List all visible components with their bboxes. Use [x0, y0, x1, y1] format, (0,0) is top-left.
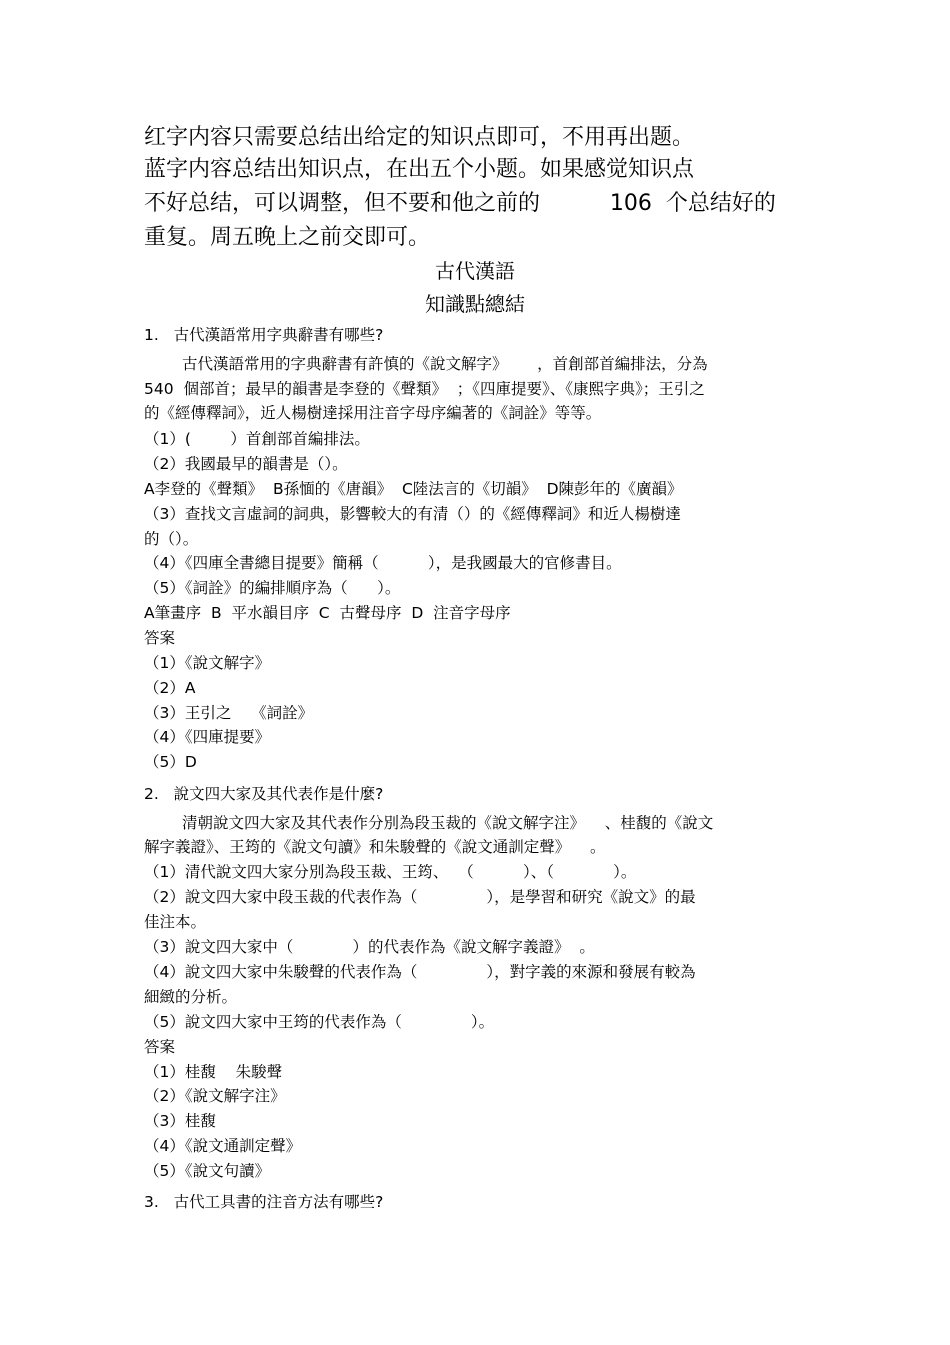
- answer-item: （1）《說文解字》: [144, 654, 271, 672]
- instruction-line-2: 蓝字内容总结出知识点，在出五个小题。如果感觉知识点: [144, 157, 695, 182]
- instruction-line-3: 不好总结，可以调整，但不要和他之前的 106 个总结好的: [144, 191, 776, 216]
- doc-title: 古代漢語: [435, 259, 515, 283]
- quiz-item: （2）說文四大家中段玉裁的代表作為（ ），是學習和研究《說文》的最: [144, 888, 696, 906]
- answer-item: （2）《說文解字注》: [144, 1087, 286, 1105]
- body-paragraph-line: 古代漢語常用的字典辭書有許慎的《說文解字》 ，首創部首編排法，分為: [182, 355, 708, 373]
- quiz-item: （4）《四庫全書總目提要》簡稱（ ），是我國最大的官修書目。: [144, 554, 622, 572]
- quiz-item-continued: 的（）。: [144, 530, 199, 548]
- answer-item: （5）《說文句讀》: [144, 1162, 271, 1180]
- instruction-line-4: 重复。周五晚上之前交即可。: [144, 225, 431, 250]
- answer-item: （3）王引之 《詞詮》: [144, 704, 314, 722]
- question-heading-3: 3. 古代工具書的注音方法有哪些?: [144, 1193, 384, 1211]
- answer-item: （2）A: [144, 679, 196, 697]
- question-heading-1: 1. 古代漢語常用字典辭書有哪些?: [144, 326, 384, 344]
- answer-item: （4）《說文通訓定聲》: [144, 1137, 302, 1155]
- answer-item: （4）《四庫提要》: [144, 728, 271, 746]
- quiz-item: （5）《詞詮》的編排順序為（ ）。: [144, 579, 401, 597]
- quiz-item: （5）說文四大家中王筠的代表作為（ ）。: [144, 1013, 495, 1031]
- body-paragraph-line: 的《經傳釋詞》，近人楊樹達採用注音字母序編著的《詞詮》等等。: [144, 404, 602, 422]
- quiz-item: （3）查找文言虛詞的詞典，影響較大的有清（）的《經傳釋詞》和近人楊樹達: [144, 505, 681, 523]
- answer-item: （3）桂馥: [144, 1112, 216, 1130]
- answer-item: （5）D: [144, 753, 197, 771]
- quiz-item-continued: 佳注本。: [144, 913, 207, 931]
- quiz-item: （2）我國最早的韻書是（）。: [144, 455, 348, 473]
- quiz-item: （4）說文四大家中朱駿聲的代表作為（ ），對字義的來源和發展有較為: [144, 963, 696, 981]
- answer-heading: 答案: [144, 1038, 176, 1056]
- quiz-item: （1）清代說文四大家分別為段玉裁、王筠、 （ ）、（ ）。: [144, 863, 637, 881]
- quiz-options: A筆畫序 B 平水韻目序 C 古聲母序 D 注音字母序: [144, 604, 511, 622]
- answer-heading: 答案: [144, 629, 176, 647]
- quiz-item-continued: 細緻的分析。: [144, 988, 238, 1006]
- quiz-item: （1）( ）首創部首編排法。: [144, 430, 370, 448]
- quiz-item: （3）說文四大家中（ ）的代表作為《說文解字義證》 。: [144, 938, 595, 956]
- body-paragraph-line: 清朝說文四大家及其代表作分別為段玉裁的《說文解字注》 、桂馥的《說文: [182, 814, 714, 832]
- body-paragraph-line: 解字義證》、王筠的《說文句讀》和朱駿聲的《說文通訓定聲》 。: [144, 838, 606, 856]
- doc-subtitle: 知識點總結: [425, 292, 525, 316]
- instruction-line-1: 红字内容只需要总结出给定的知识点即可，不用再出题。: [144, 125, 695, 150]
- body-paragraph-line: 540 個部首；最早的韻書是李登的《聲類》 ；《四庫提要》、《康熙字典》；王引之: [144, 380, 705, 398]
- question-heading-2: 2. 說文四大家及其代表作是什麼?: [144, 785, 384, 803]
- quiz-options: A李登的《聲類》 B孫愐的《唐韻》 C陸法言的《切韻》 D陳彭年的《廣韻》: [144, 480, 683, 498]
- answer-item: （1）桂馥 朱駿聲: [144, 1063, 283, 1081]
